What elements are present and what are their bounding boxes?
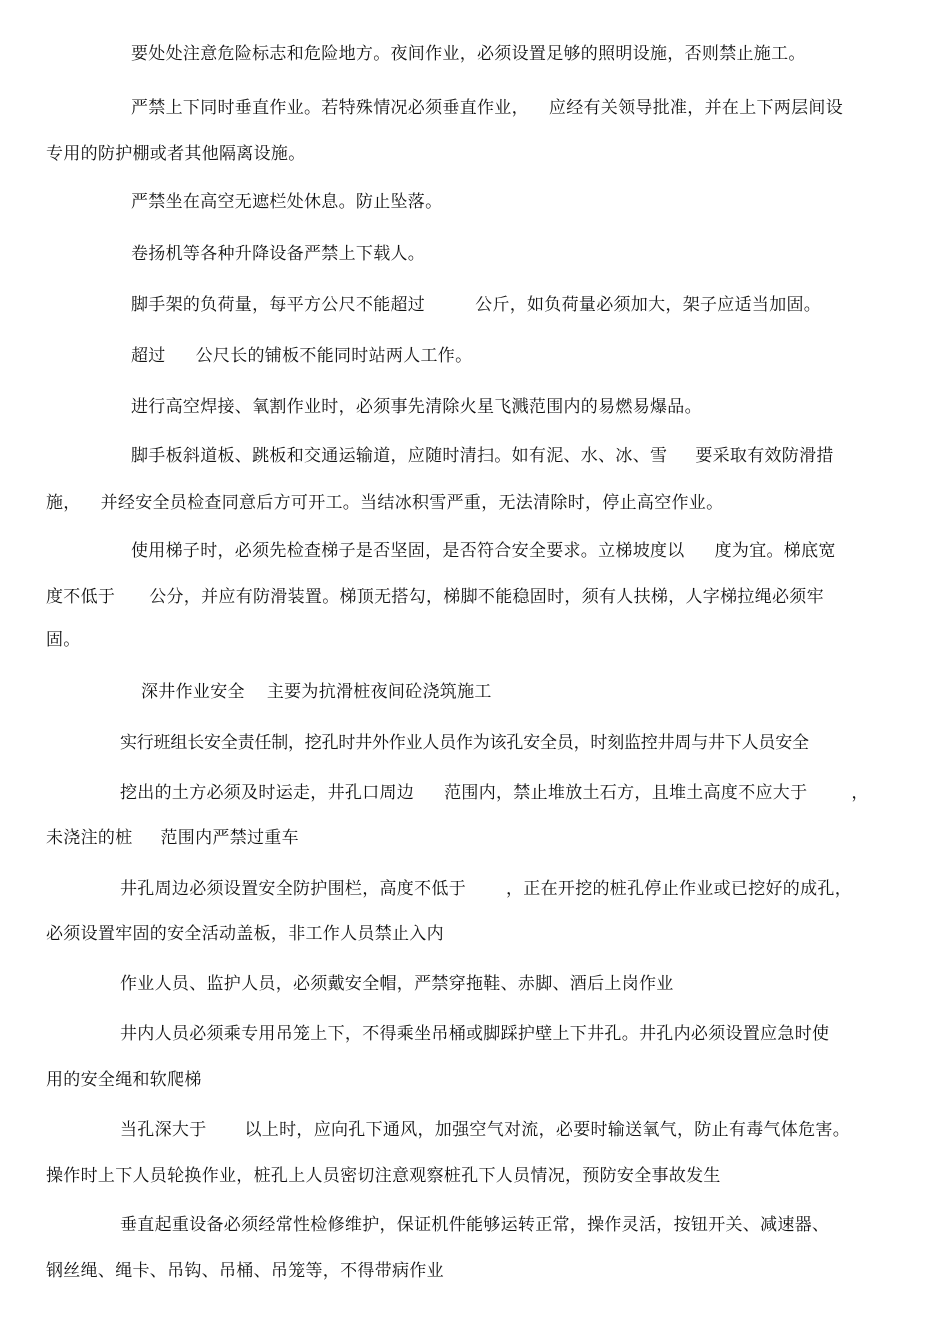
paragraph-line xyxy=(120,731,809,755)
paragraph-line xyxy=(120,877,852,901)
text-segment: 卷扬机等各种升降设备严禁上下载人。 xyxy=(131,244,426,264)
text-segment: 公斤，如负荷量必须加大，架子应适当加固。 xyxy=(475,295,822,315)
text-segment: 超过 xyxy=(131,346,166,366)
text-segment: 专用的防护棚或者其他隔离设施。 xyxy=(46,144,306,164)
text-segment: 井孔周边必须设置安全防护围栏，高度不低于 xyxy=(120,879,466,899)
paragraph-line xyxy=(46,1259,444,1283)
text-segment: 严禁坐在高空无遮栏处休息。防止坠落。 xyxy=(131,192,443,212)
text-segment: ，正在开挖的桩孔停止作业或已挖好的成孔， xyxy=(506,879,852,899)
paragraph-line xyxy=(131,395,702,419)
text-segment: 钢丝绳、绳卡、吊钩、吊桶、吊笼等，不得带病作业 xyxy=(46,1261,444,1281)
text-segment: 度不低于 xyxy=(46,587,116,607)
paragraph-line xyxy=(131,42,806,66)
paragraph-line xyxy=(131,190,442,214)
paragraph-line xyxy=(46,585,824,609)
text-segment: 要采取有效防滑措 xyxy=(695,446,834,466)
text-segment: 严禁上下同时垂直作业。若特殊情况必须垂直作业， xyxy=(131,98,529,118)
paragraph-line xyxy=(120,1022,829,1046)
text-segment: 主要为抗滑桩夜间砼浇筑施工 xyxy=(266,682,492,702)
text-segment: 挖出的土方必须及时运走，井孔口周边 xyxy=(120,783,415,803)
text-segment: 操作时上下人员轮换作业，桩孔上人员密切注意观察桩孔下人员情况，预防安全事故发生 xyxy=(46,1166,721,1186)
text-segment: 必须设置牢固的安全活动盖板，非工作人员禁止入内 xyxy=(46,924,444,944)
paragraph-line xyxy=(131,96,843,120)
text-segment: 实行班组长安全责任制，挖孔时井外作业人员作为该孔安全员，时刻监控井周与井下人员安全 xyxy=(120,733,809,753)
paragraph-line xyxy=(120,972,674,996)
paragraph-line xyxy=(120,1118,850,1142)
paragraph-line xyxy=(46,922,444,946)
text-segment: 深井作业安全 xyxy=(141,682,245,702)
text-segment: ， xyxy=(851,783,869,803)
text-segment: 应经有关领导批准，并在上下两层间设 xyxy=(548,98,844,118)
text-segment: 当孔深大于 xyxy=(120,1120,207,1140)
paragraph-line xyxy=(120,781,869,805)
text-segment: 未浇注的桩 xyxy=(46,828,133,848)
paragraph-line xyxy=(46,1068,202,1092)
text-segment: 固。 xyxy=(46,630,81,650)
text-segment: 使用梯子时，必须先检查梯子是否坚固，是否符合安全要求。立梯坡度以 xyxy=(131,541,685,561)
text-segment: 垂直起重设备必须经常性检修维护，保证机件能够运转正常，操作灵活，按钮开关、减速器、 xyxy=(120,1215,830,1235)
section-heading xyxy=(141,680,492,704)
text-segment: 公分，并应有防滑装置。梯顶无搭勾，梯脚不能稳固时，须有人扶梯，人字梯拉绳必须牢 xyxy=(149,587,824,607)
text-segment: 进行高空焊接、氧割作业时，必须事先清除火星飞溅范围内的易燃易爆品。 xyxy=(131,397,702,417)
text-segment: 公尺长的铺板不能同时站两人工作。 xyxy=(195,346,473,366)
text-segment: 要处处注意危险标志和危险地方。夜间作业，必须设置足够的照明设施，否则禁止施工。 xyxy=(131,44,806,64)
paragraph-line xyxy=(131,344,472,368)
paragraph-line xyxy=(131,444,834,468)
text-segment: 井内人员必须乘专用吊笼上下，不得乘坐吊桶或脚踩护壁上下井孔。井孔内必须设置应急时使 xyxy=(120,1024,830,1044)
text-segment: 施， xyxy=(46,493,81,513)
text-segment: 范围内严禁过重车 xyxy=(160,828,299,848)
paragraph-line xyxy=(46,491,723,515)
text-segment: 范围内，禁止堆放土石方，且堆土高度不应大于 xyxy=(444,783,808,803)
text-segment: 作业人员、监护人员，必须戴安全帽，严禁穿拖鞋、赤脚、酒后上岗作业 xyxy=(120,974,674,994)
paragraph-line xyxy=(46,826,299,850)
text-segment: 脚手架的负荷量，每平方公尺不能超过 xyxy=(131,295,426,315)
paragraph-line xyxy=(46,142,306,166)
paragraph-line xyxy=(46,628,81,652)
paragraph-line xyxy=(131,539,836,563)
text-segment: 用的安全绳和软爬梯 xyxy=(46,1070,202,1090)
text-segment: 度为宜。梯底宽 xyxy=(714,541,836,561)
paragraph-line xyxy=(131,293,821,317)
text-segment: 以上时，应向孔下通风，加强空气对流，必要时输送氧气，防止有毒气体危害。 xyxy=(244,1120,850,1140)
text-segment: 脚手板斜道板、跳板和交通运输道，应随时清扫。如有泥、水、冰、雪 xyxy=(131,446,668,466)
paragraph-line xyxy=(46,1164,721,1188)
paragraph-line xyxy=(120,1213,829,1237)
text-segment: 并经安全员检查同意后方可开工。当结冰积雪严重，无法清除时，停止高空作业。 xyxy=(100,493,724,513)
paragraph-line xyxy=(131,242,425,266)
